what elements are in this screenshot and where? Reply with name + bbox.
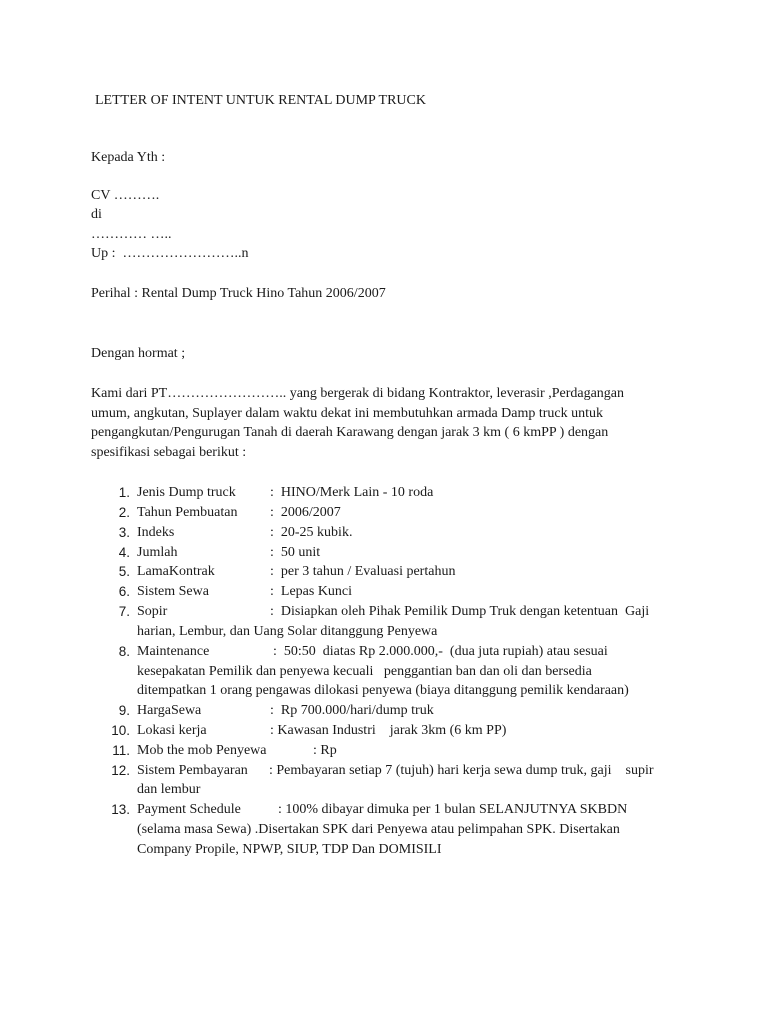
spec-value: : Rp 700.000/hari/dump truk [270, 703, 434, 718]
spec-continuation: ditempatkan 1 orang pengawas dilokasi penyewa (biaya ditanggung pemilik kendaraan) [137, 683, 629, 698]
spec-value: : 50:50 diatas Rp 2.000.000,- (dua juta rupiah) atau sesuai [273, 644, 608, 659]
spec-item [0, 642, 768, 662]
spec-label: Mob the mob Penyewa [137, 743, 267, 758]
spec-number: 4. [118, 545, 130, 560]
spec-item [0, 523, 768, 543]
spec-number: 9. [118, 703, 130, 718]
recipient-cv: CV ………. [91, 188, 160, 203]
spec-continuation: (selama masa Sewa) .Disertakan SPK dari Penyewa atau pelimpahan SPK. Disertakan [137, 822, 620, 837]
spec-number: 10. [111, 723, 130, 738]
spec-value: : 2006/2007 [270, 505, 341, 520]
spec-value: : Lepas Kunci [270, 584, 353, 599]
spec-item [0, 503, 768, 523]
spec-number: 1. [118, 485, 130, 500]
spec-value: : 50 unit [270, 545, 321, 560]
spec-number: 2. [118, 505, 130, 520]
recipient-place: ………… ….. [91, 227, 172, 242]
spec-continuation: kesepakatan Pemilik dan penyewa kecuali penggantian ban dan oli dan bersedia [137, 664, 592, 679]
intro-line: pengangkutan/Pengurugan Tanah di daerah Karawang dengan jarak 3 km ( 6 kmPP ) dengan [91, 425, 609, 440]
recipient-up: Up : ……………………..n [91, 246, 249, 261]
spec-number: 6. [118, 584, 130, 599]
spec-number: 8. [118, 644, 130, 659]
spec-continuation: Company Propile, NPWP, SIUP, TDP Dan DOMISILI [137, 842, 442, 857]
spec-label: HargaSewa [137, 703, 202, 718]
spec-continuation: dan lembur [137, 782, 201, 797]
spec-label: Sistem Sewa [137, 584, 209, 599]
intro-line: umum, angkutan, Suplayer dalam waktu dekat ini membutuhkan armada Damp truck untuk [91, 406, 604, 421]
intro-line: spesifikasi sebagai berikut : [91, 445, 247, 460]
spec-item [0, 800, 768, 820]
spec-label: Maintenance [137, 644, 210, 659]
spec-label: Jenis Dump truck [137, 485, 236, 500]
spec-value: : Rp [313, 743, 337, 758]
spec-value: : Kawasan Industri jarak 3km (6 km PP) [270, 723, 507, 738]
spec-number: 13. [111, 802, 130, 817]
spec-item [0, 761, 768, 781]
letter-title: LETTER OF INTENT UNTUK RENTAL DUMP TRUCK [95, 93, 426, 108]
spec-item [0, 741, 768, 761]
spec-value: : per 3 tahun / Evaluasi pertahun [270, 564, 456, 579]
spec-item [0, 582, 768, 602]
spec-number: 12. [111, 763, 130, 778]
spec-value: : 20-25 kubik. [270, 525, 353, 540]
spec-number: 11. [112, 743, 130, 758]
spec-label: LamaKontrak [137, 564, 215, 579]
spec-value: : Pembayaran setiap 7 (tujuh) hari kerja sewa dump truk, gaji supir [269, 763, 654, 778]
spec-number: 5. [118, 564, 130, 579]
spec-number: 3. [118, 525, 130, 540]
greeting: Dengan hormat ; [91, 346, 186, 361]
spec-label: Jumlah [137, 545, 178, 560]
spec-label: Tahun Pembuatan [137, 505, 238, 520]
spec-item [0, 701, 768, 721]
spec-label: Payment Schedule [137, 802, 241, 817]
spec-value: : 100% dibayar dimuka per 1 bulan SELANJUTNYA SKBDN [278, 802, 628, 817]
spec-number: 7. [118, 604, 130, 619]
spec-value: : HINO/Merk Lain - 10 roda [270, 485, 434, 500]
spec-item [0, 602, 768, 622]
spec-label: Sopir [137, 604, 168, 619]
spec-continuation: harian, Lembur, dan Uang Solar ditanggung Penyewa [137, 624, 438, 639]
subject-line: Perihal : Rental Dump Truck Hino Tahun 2006/2007 [91, 286, 386, 301]
spec-label: Lokasi kerja [137, 723, 207, 738]
spec-label: Sistem Pembayaran [137, 763, 248, 778]
recipient-di: di [91, 207, 102, 222]
intro-line: Kami dari PT…………………….. yang bergerak di bidang Kontraktor, leverasir ,Perdagangan [91, 386, 624, 401]
spec-item [0, 562, 768, 582]
spec-item [0, 543, 768, 563]
spec-item [0, 721, 768, 741]
spec-item [0, 483, 768, 503]
recipient-heading: Kepada Yth : [91, 150, 166, 165]
spec-label: Indeks [137, 525, 175, 540]
spec-value: : Disiapkan oleh Pihak Pemilik Dump Truk dengan ketentuan Gaji [270, 604, 650, 619]
